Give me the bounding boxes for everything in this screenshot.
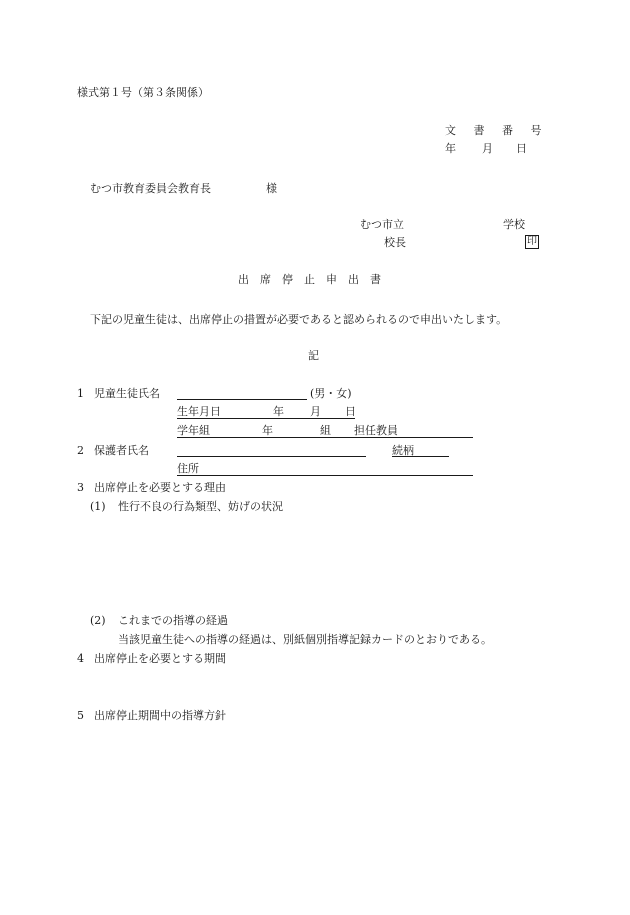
gender-choice: (男・女): [310, 387, 352, 400]
relation-line: [392, 456, 449, 457]
school-suffix: 学校: [503, 218, 525, 231]
item3-number: 3: [77, 481, 84, 494]
item4-label: 出席停止を必要とする期間: [94, 652, 226, 665]
birth-day-label: 日: [345, 405, 356, 418]
grade-year-label: 年: [262, 424, 273, 437]
birth-date-label: 生年月日: [177, 405, 221, 418]
document-number-label: 文 書 番 号: [445, 124, 549, 137]
item3-sub1-number: (1): [90, 500, 106, 513]
birth-date-line: [177, 418, 355, 419]
item2-label: 保護者氏名: [94, 444, 149, 457]
addressee-honorific: 様: [266, 182, 277, 195]
item4-number: 4: [77, 652, 84, 665]
date-month-label: 月: [482, 142, 493, 155]
form-number-label: 様式第１号（第３条関係）: [77, 86, 209, 99]
document-title: 出席停止申出書: [238, 273, 392, 286]
guardian-name-line: [177, 456, 366, 457]
seal-box: 印: [527, 236, 537, 247]
intro-text: 下記の児童生徒は、出席停止の措置が必要であると認められるので申出いたします。: [90, 313, 508, 326]
item3-sub2-text: 当該児童生徒への指導の経過は、別紙個別指導記録カードのとおりである。: [118, 633, 492, 646]
date-year-label: 年: [445, 142, 456, 155]
item3-label: 出席停止を必要とする理由: [94, 481, 226, 494]
address-line: [177, 475, 473, 476]
grade-teacher-line: [177, 437, 473, 438]
item3-sub2-number: (2): [90, 614, 106, 627]
ki-label: 記: [308, 349, 319, 362]
address-label: 住所: [177, 462, 199, 475]
item1-number: 1: [77, 387, 84, 400]
birth-month-label: 月: [310, 405, 321, 418]
homeroom-teacher-label: 担任教員: [354, 424, 398, 437]
relation-label: 続柄: [392, 444, 414, 457]
date-day-label: 日: [516, 142, 527, 155]
item3-sub2-label: これまでの指導の経過: [118, 614, 228, 627]
student-name-line: [177, 399, 307, 400]
item5-label: 出席停止期間中の指導方針: [94, 709, 226, 722]
item2-number: 2: [77, 444, 84, 457]
addressee-name: むつ市教育委員会教育長: [90, 182, 211, 195]
school-prefix: むつ市立: [360, 218, 404, 231]
item3-sub1-label: 性行不良の行為類型、妨げの状況: [118, 500, 283, 513]
birth-year-label: 年: [273, 405, 284, 418]
grade-class-suffix: 組: [320, 424, 331, 437]
grade-class-label: 学年組: [177, 424, 210, 437]
item1-label: 児童生徒氏名: [94, 387, 160, 400]
item5-number: 5: [77, 709, 84, 722]
principal-label: 校長: [384, 236, 406, 249]
